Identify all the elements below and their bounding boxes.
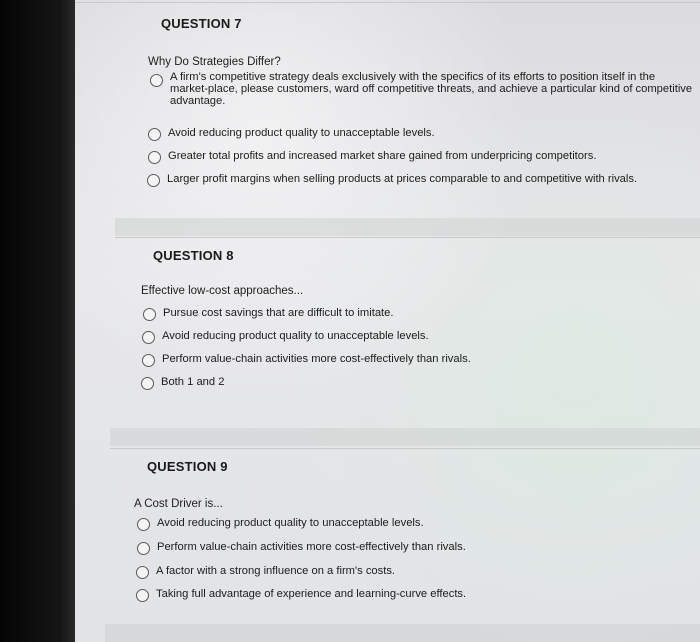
answer-option[interactable] xyxy=(142,330,682,344)
radio-button-icon[interactable] xyxy=(150,74,163,87)
radio-button-icon[interactable] xyxy=(148,128,161,141)
answer-option-label: Taking full advantage of experience and learning-curve effects. xyxy=(156,588,467,600)
top-divider xyxy=(75,2,700,3)
answer-option[interactable] xyxy=(141,376,681,390)
answer-option-label: Both 1 and 2 xyxy=(161,376,225,388)
question-prompt: A Cost Driver is... xyxy=(134,498,223,510)
radio-button-icon[interactable] xyxy=(137,518,150,531)
radio-button-icon[interactable] xyxy=(136,566,149,579)
answer-option[interactable] xyxy=(148,150,693,164)
radio-button-icon[interactable] xyxy=(143,308,156,321)
section-divider xyxy=(110,448,700,449)
device-bezel xyxy=(0,0,75,642)
radio-button-icon[interactable] xyxy=(147,174,160,187)
answer-option-label: A firm's competitive strategy deals exclusively with the specifics of its efforts to position itself in the market-place, please customers, ward off competitive threats, and achieve a particular kind of competitive advantage. xyxy=(170,71,693,107)
question-prompt: Why Do Strategies Differ? xyxy=(148,56,281,68)
answer-option[interactable] xyxy=(137,517,682,531)
radio-button-icon[interactable] xyxy=(142,354,155,367)
answer-option-label: Avoid reducing product quality to unacceptable levels. xyxy=(168,127,435,139)
answer-option-label: Larger profit margins when selling products at prices comparable to and competitive with rivals. xyxy=(167,173,638,185)
answer-option-label: Greater total profits and increased market share gained from underpricing competitors. xyxy=(168,150,597,162)
radio-button-icon[interactable] xyxy=(142,331,155,344)
answer-option[interactable] xyxy=(143,307,683,321)
answer-option-label: Perform value-chain activities more cost-effectively than rivals. xyxy=(157,541,466,553)
section-separator xyxy=(110,428,700,446)
question-title: QUESTION 8 xyxy=(153,248,234,263)
question-title: QUESTION 9 xyxy=(147,459,228,474)
answer-option-label: Pursue cost savings that are difficult to imitate. xyxy=(163,307,394,319)
radio-button-icon[interactable] xyxy=(148,151,161,164)
answer-option[interactable] xyxy=(150,71,695,107)
answer-option-label: Perform value-chain activities more cost-effectively than rivals. xyxy=(162,353,471,365)
answer-option[interactable] xyxy=(148,127,693,141)
question-prompt: Effective low-cost approaches... xyxy=(141,285,304,297)
section-separator xyxy=(115,218,700,236)
section-separator xyxy=(105,624,700,642)
answer-option-label: Avoid reducing product quality to unacceptable levels. xyxy=(157,517,424,529)
answer-option-label: Avoid reducing product quality to unacceptable levels. xyxy=(162,330,429,342)
answer-option[interactable] xyxy=(147,173,695,187)
answer-option[interactable] xyxy=(137,541,682,555)
radio-button-icon[interactable] xyxy=(141,377,154,390)
radio-button-icon[interactable] xyxy=(137,542,150,555)
answer-option[interactable] xyxy=(136,588,681,602)
radio-button-icon[interactable] xyxy=(136,589,149,602)
section-divider xyxy=(115,237,700,238)
quiz-page xyxy=(75,0,700,642)
answer-option-label: A factor with a strong influence on a firm's costs. xyxy=(156,565,396,577)
question-title: QUESTION 7 xyxy=(161,16,242,31)
answer-option[interactable] xyxy=(136,565,681,579)
answer-option[interactable] xyxy=(142,353,682,367)
